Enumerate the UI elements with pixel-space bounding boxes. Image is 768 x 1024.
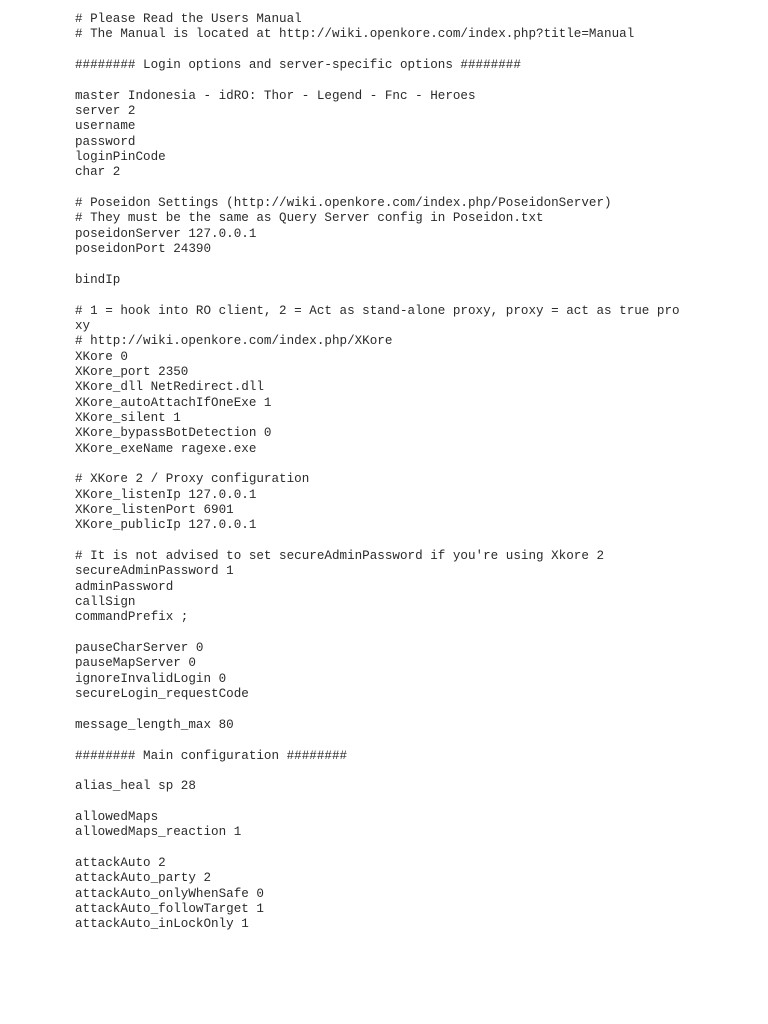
comment-line: # 1 = hook into RO client, 2 = Act as stand-alone proxy, proxy = act as true pro <box>75 303 680 318</box>
config-line: XKore_silent 1 <box>75 410 181 425</box>
comment-line: # The Manual is located at http://wiki.openkore.com/index.php?title=Manual <box>75 27 635 42</box>
config-line: attackAuto_inLockOnly 1 <box>75 917 249 932</box>
config-line: password <box>75 134 136 149</box>
comment-line: ######## Main configuration ######## <box>75 748 348 763</box>
config-line: ignoreInvalidLogin 0 <box>75 671 227 686</box>
config-line: XKore_listenPort 6901 <box>75 503 234 517</box>
config-line: attackAuto_onlyWhenSafe 0 <box>75 886 264 901</box>
blank-line <box>75 288 755 303</box>
config-line: attackAuto_followTarget 1 <box>75 901 264 916</box>
blank-line <box>75 702 755 717</box>
comment-line: # They must be the same as Query Server config in Poseidon.txt <box>75 211 544 226</box>
config-line: XKore_listenIp 127.0.0.1 <box>75 487 257 502</box>
config-line: XKore_publicIp 127.0.0.1 <box>75 518 257 533</box>
blank-line <box>75 43 755 58</box>
comment-line: # http://wiki.openkore.com/index.php/XKore <box>75 334 393 349</box>
config-line: bindIp <box>75 272 121 287</box>
config-line: username <box>75 119 136 134</box>
comment-line: # It is not advised to set secureAdminPassword if you're using Xkore 2 <box>75 549 605 564</box>
blank-line <box>75 534 755 549</box>
blank-line <box>75 733 755 748</box>
config-line: XKore_autoAttachIfOneExe 1 <box>75 395 272 410</box>
config-line: XKore_port 2350 <box>75 364 189 379</box>
config-line: pauseCharServer 0 <box>75 641 204 656</box>
comment-line: ######## Login options and server-specific options ######## <box>75 58 521 73</box>
config-line: attackAuto_party 2 <box>75 871 212 886</box>
config-line: secureAdminPassword 1 <box>75 564 234 579</box>
blank-line <box>75 764 755 779</box>
config-line: XKore 0 <box>75 349 128 364</box>
config-line: adminPassword <box>75 579 174 594</box>
config-line: XKore_bypassBotDetection 0 <box>75 426 272 441</box>
blank-line <box>75 841 755 856</box>
comment-line: # Please Read the Users Manual <box>75 12 302 26</box>
config-line: message_length_max 80 <box>75 717 234 732</box>
config-line: attackAuto 2 <box>75 855 166 870</box>
config-line: char 2 <box>75 165 121 180</box>
config-line: allowedMaps <box>75 809 159 824</box>
config-line: poseidonServer 127.0.0.1 <box>75 226 257 241</box>
config-line: alias_heal sp 28 <box>75 779 196 794</box>
config-line: allowedMaps_reaction 1 <box>75 825 242 840</box>
config-line: master Indonesia - idRO: Thor - Legend - Fnc - Heroes <box>75 88 476 103</box>
blank-line <box>75 795 755 810</box>
config-line: commandPrefix ; <box>75 610 189 625</box>
config-line: poseidonPort 24390 <box>75 242 212 257</box>
config-line: loginPinCode <box>75 150 166 165</box>
config-document <box>75 12 755 933</box>
config-line: secureLogin_requestCode <box>75 687 249 702</box>
blank-line <box>75 181 755 196</box>
config-line: XKore_dll NetRedirect.dll <box>75 380 264 395</box>
config-line: pauseMapServer 0 <box>75 656 196 671</box>
config-line: server 2 <box>75 104 136 119</box>
comment-line: # Poseidon Settings (http://wiki.openkore.com/index.php/PoseidonServer) <box>75 196 612 211</box>
comment-line: # XKore 2 / Proxy configuration <box>75 472 310 487</box>
blank-line <box>75 626 755 641</box>
blank-line <box>75 457 755 472</box>
blank-line <box>75 73 755 88</box>
config-line: callSign <box>75 595 136 610</box>
config-line: XKore_exeName ragexe.exe <box>75 441 257 456</box>
config-line: xy <box>75 318 91 333</box>
blank-line <box>75 258 755 273</box>
